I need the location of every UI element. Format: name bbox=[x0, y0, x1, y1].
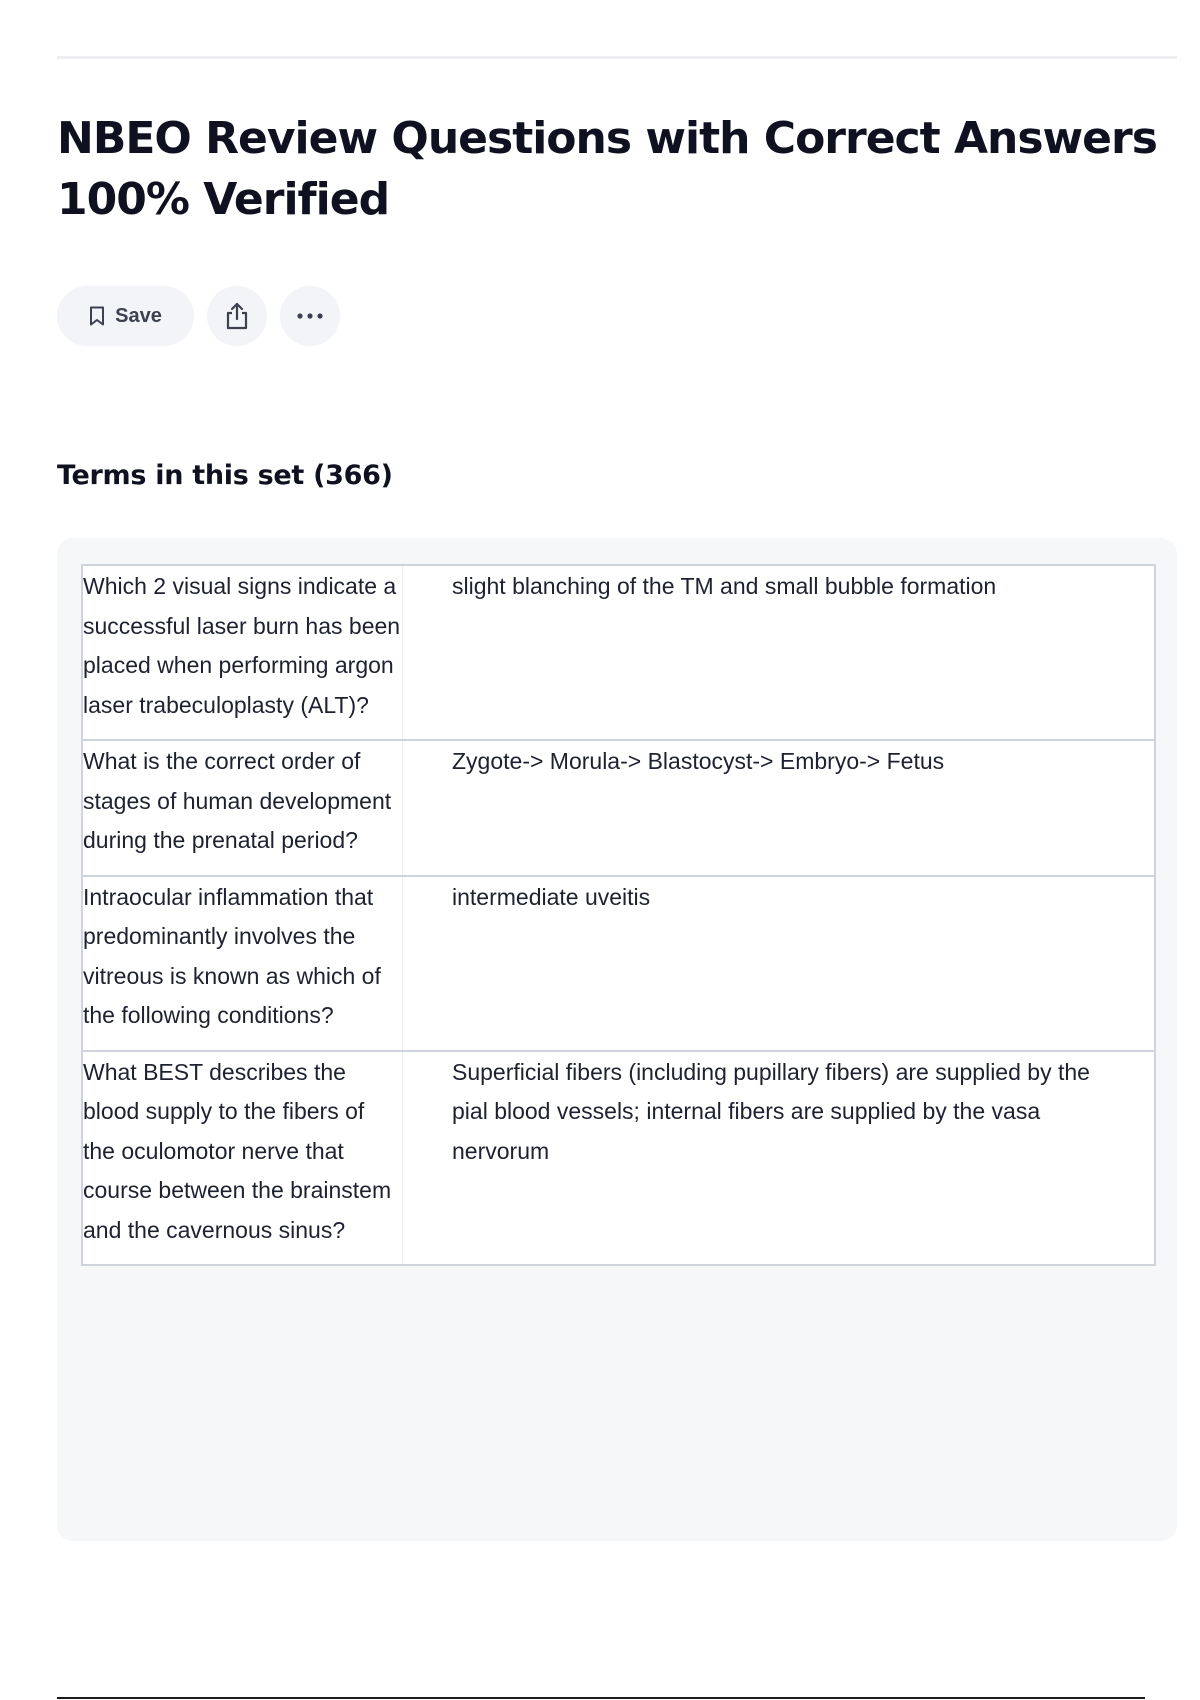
terms-heading: Terms in this set (366) bbox=[57, 460, 393, 491]
page-title: NBEO Review Questions with Correct Answers 100% Verified bbox=[57, 113, 1157, 225]
term-text: What BEST describes the blood supply to the fibers of the oculomotor nerve that course between the brainstem and the cavernous sinus? bbox=[83, 1052, 403, 1265]
share-button[interactable] bbox=[207, 286, 267, 346]
term-text: Intraocular inflammation that predominantly involves the vitreous is known as which of the following conditions? bbox=[83, 877, 403, 1050]
top-divider bbox=[57, 56, 1177, 59]
definition-text: Superficial fibers (including pupillary fibers) are supplied by the pial blood vessels; internal fibers are supplied by the vasa nervorum bbox=[452, 1058, 1090, 1164]
definition-text: slight blanching of the TM and small bubble formation bbox=[452, 573, 997, 599]
term-text: What is the correct order of stages of human development during the prenatal period? bbox=[83, 741, 403, 875]
save-button[interactable] bbox=[57, 286, 194, 346]
terms-panel bbox=[57, 538, 1177, 1541]
table-row bbox=[83, 741, 1154, 877]
definition-text: intermediate uveitis bbox=[452, 883, 651, 910]
more-options-button[interactable] bbox=[280, 286, 340, 346]
term-text: Which 2 visual signs indicate a successful laser burn has been placed when performing argon laser trabeculoplasty (ALT)? bbox=[83, 566, 403, 739]
bookmark-icon bbox=[89, 306, 105, 326]
save-label: Save bbox=[115, 304, 162, 327]
definition-text: Zygote-> Morula-> Blastocyst-> Embryo-> Fetus bbox=[452, 748, 945, 774]
action-bar bbox=[57, 285, 340, 347]
bottom-divider bbox=[57, 1697, 1145, 1699]
terms-table bbox=[81, 564, 1156, 1266]
share-icon bbox=[224, 302, 250, 330]
table-row bbox=[83, 877, 1154, 1052]
table-row bbox=[83, 566, 1154, 741]
table-row bbox=[83, 1052, 1154, 1265]
more-horizontal-icon bbox=[296, 312, 324, 320]
